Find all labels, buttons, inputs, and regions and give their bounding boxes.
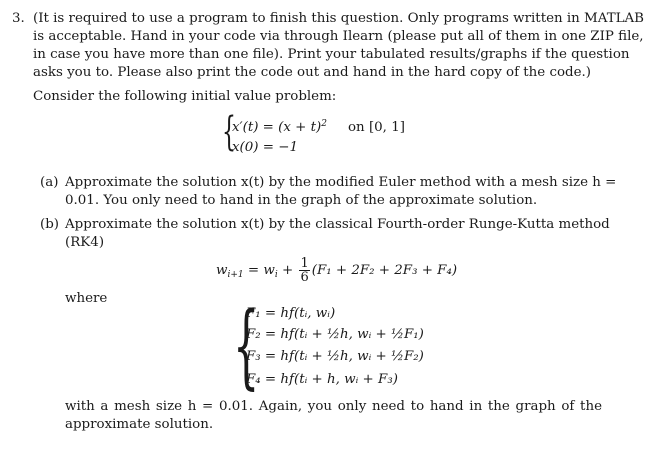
f-def-4: F₄ = hf(tᵢ + h, wᵢ + F₃) (246, 372, 398, 387)
f-def-2: F₂ = hf(tᵢ + ½h, wᵢ + ½F₁) (246, 327, 424, 342)
question-number: 3. (12, 11, 25, 26)
part-b-line-1: Approximate the solution x(t) by the classical Fourth-order Runge-Kutta method (65, 217, 610, 232)
where-text: where (65, 291, 108, 306)
consider-text: Consider the following initial value problem: (33, 89, 337, 104)
f-def-1: F₁ = hf(tᵢ, wᵢ) (246, 306, 336, 321)
rk4-frac-den: 6 (300, 270, 309, 285)
ivp-ode (232, 120, 327, 136)
intro-line-1: (It is required to use a program to finish this question. Only programs written in MATLAB (33, 11, 645, 26)
intro-line-4: asks you to. Please also print the code out and hand in the hard copy of the code.) (33, 65, 592, 80)
closing-line-1: with a mesh size h = 0.01. Again, you only need to hand in the graph of the (65, 399, 602, 414)
intro-line-3: in case you have more than one file). Print your tabulated results/graphs if the question (33, 47, 630, 62)
rk4-eq-sub: i (274, 270, 278, 280)
part-b-label: (b) (40, 217, 60, 232)
rk4-fraction (299, 257, 309, 284)
ivp-domain: on [0, 1] (348, 120, 405, 135)
part-b-line-2: (RK4) (65, 235, 105, 250)
closing-line-2: approximate solution. (65, 417, 214, 432)
part-a-line-1: Approximate the solution x(t) by the modified Euler method with a mesh size h = (65, 175, 617, 190)
ivp-ode-lhs: x′(t) = (x + t) (232, 120, 322, 135)
f-defs-brace: { (233, 292, 260, 399)
rk4-frac-num: 1 (300, 256, 309, 271)
ivp-ode-exponent: 2 (321, 119, 328, 129)
ivp-brace: { (222, 109, 236, 155)
rk4-lhs-sub: i+1 (227, 270, 244, 280)
rk4-eq: = w (243, 263, 275, 278)
f-def-3: F₃ = hf(tᵢ + ½h, wᵢ + ½F₂) (246, 349, 424, 364)
part-a-label: (a) (40, 175, 59, 190)
rk4-lhs: w (216, 263, 228, 278)
intro-line-2: is acceptable. Hand in your code via through Ilearn (please put all of them in one ZIP file, (33, 29, 644, 44)
rk4-formula (216, 256, 457, 286)
rk4-rhs: (F₁ + 2F₂ + 2F₃ + F₄) (311, 263, 458, 278)
ivp-initial: x(0) = −1 (232, 140, 298, 155)
rk4-plus: + (277, 263, 298, 278)
part-a-line-2: 0.01. You only need to hand in the graph of the approximate solution. (65, 193, 538, 208)
